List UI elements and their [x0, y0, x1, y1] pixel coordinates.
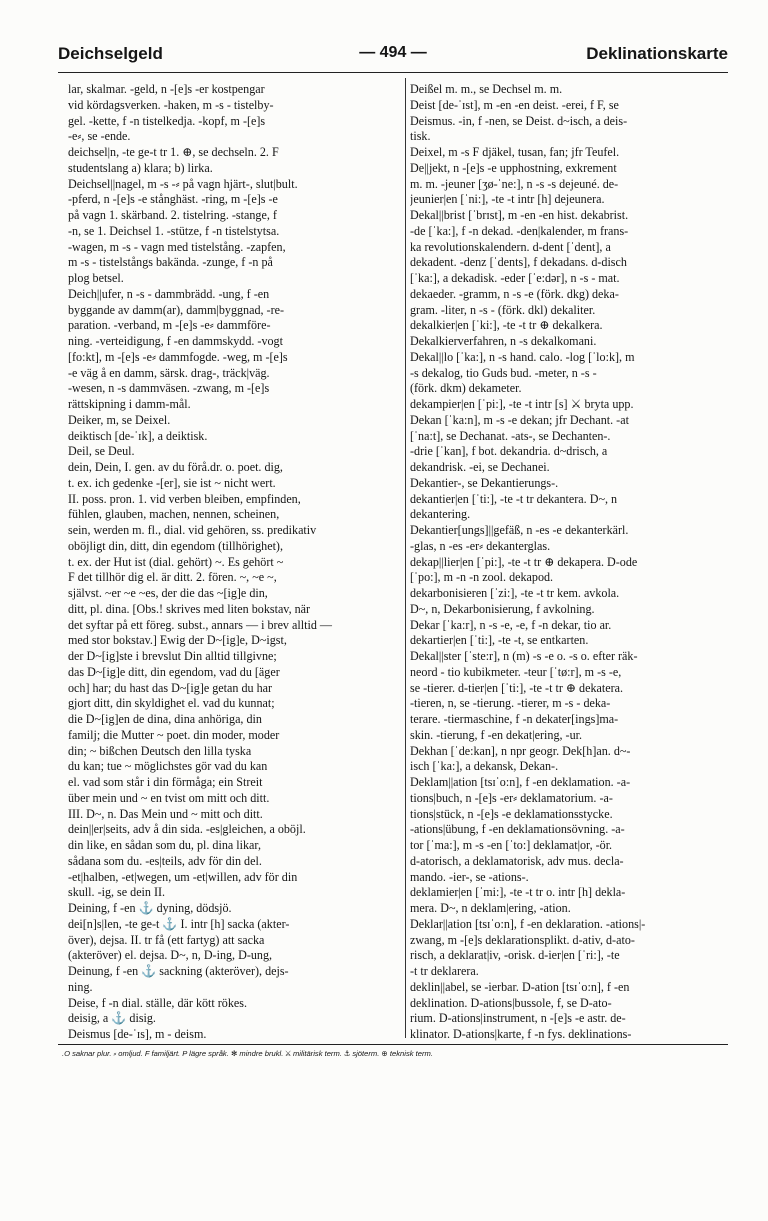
text-line: studentslang a) klara; b) lirka. — [68, 160, 213, 175]
left-column — [68, 82, 400, 1043]
text-line: familj; die Mutter ~ poet. din moder, moder — [68, 727, 280, 742]
text-line: ning. -verteidigung, f -en dammskydd. -vogt — [68, 334, 283, 348]
text-line: sein, werden m. fl., dial. vid gehören, ss. predikativ — [68, 523, 317, 537]
text-line: rium. D-ations|instrument, n -[e]s -e astr. de- — [410, 1011, 626, 1026]
text-line: deisig, a ⚓ disig. — [68, 1011, 156, 1026]
text-line: -e väg å en damm, särsk. drag-, träck|väg. — [68, 365, 270, 380]
text-line: -t tr deklarera. — [410, 964, 479, 978]
text-line: byggande av damm(ar), damm|byggnad, -re- — [68, 302, 284, 317]
text-line: dekadent. -denz [ˈdents], f dekadans. d-disch — [410, 255, 627, 270]
text-line: [ˈpo:], m -n -n zool. dekapod. — [410, 570, 554, 585]
text-line: -s dekalog, tio Guds bud. -meter, n -s - — [410, 365, 597, 380]
text-line: -tieren, n, se -tierung. -tierer, m -s - deka- — [410, 696, 611, 711]
text-line: [fo:kt], m -[e]s -e⸗ dammfogde. -weg, m -[e]s — [68, 349, 288, 364]
text-line: isch [ˈka:], a dekansk, Dekan-. — [410, 759, 559, 774]
text-line: III. D~, n. Das Mein und ~ mitt och ditt. — [68, 806, 263, 821]
text-line: De||jekt, n -[e]s -e upphostning, exkrement — [410, 160, 617, 175]
text-line: dekantering. — [410, 507, 471, 522]
text-line: gel. -kette, f -n tistelkedja. -kopf, m -[e]s — [68, 113, 266, 128]
text-line: dekampier|en [ˈpi:], -te -t intr [s] ⚔ bryta upp. — [410, 397, 634, 411]
text-line: el. vad som står i din förmåga; ein Streit — [68, 775, 263, 789]
header-left-guideword: Deichselgeld — [58, 44, 163, 63]
text-line: Deise, f -n dial. ställe, där kött rökes. — [68, 995, 248, 1010]
text-line: plog betsel. — [68, 271, 124, 285]
text-line: -ations|übung, f -en deklamationsövning. -a- — [410, 822, 625, 837]
text-line: m. m. -jeuner [ʒø-ˈne:], n -s -s dejeuné. de- — [410, 176, 619, 191]
text-line: -drie [ˈkan], f bot. dekandria. d~drisch, a — [410, 444, 608, 459]
text-line: dein, Dein, I. gen. av du förå.dr. o. poet. dig, — [68, 460, 283, 474]
text-line: skull. -ig, se dein II. — [68, 885, 166, 900]
text-line: D~, n, Dekarbonisierung, f avkolning. — [410, 601, 595, 616]
text-line: Dekal||ster [ˈste:r], n (m) -s -e o. -s o. efter räk- — [410, 649, 638, 663]
text-line: t. ex. der Hut ist (dial. gehört) ~. Es gehört ~ — [68, 554, 284, 569]
text-line: -pferd, n -[e]s -e stånghäst. -ring, m -[e]s -e — [68, 192, 278, 207]
text-line: mando. -ier-, se -ations-. — [410, 869, 529, 884]
text-line: rättskipning i damm-mål. — [68, 397, 191, 411]
text-line: ditt, pl. dina. [Obs.! skrives med liten bokstav, när — [68, 601, 311, 616]
text-line: Deinung, f -en ⚓ sackning (akteröver), dejs- — [68, 964, 289, 978]
page-number: — 494 — — [359, 44, 427, 61]
text-line: Deich||ufer, n -s - dammbrädd. -ung, f -en — [68, 286, 270, 301]
text-line: Deixel, m -s F djäkel, tusan, fan; jfr Teufel. — [410, 145, 620, 159]
text-line: Dekal||brist [ˈbrɪst], m -en -en hist. dekabrist. — [410, 208, 629, 222]
text-line: dein||er|seits, adv å din sida. -es|gleichen, a oböjl. — [68, 822, 306, 837]
text-line: Deklar||ation [tsɪˈo:n], f -en deklaration. -ations|- — [410, 916, 646, 931]
text-line: självst. ~er ~e ~es, der die das ~[ig]e din, — [68, 586, 268, 600]
text-line: gjort ditt, din skyldighet el. vad du kunnat; — [68, 696, 275, 711]
text-line: -wesen, n -s dammväsen. -zwang, m -[e]s — [68, 381, 270, 396]
text-line: Dekhan [ˈde:kan], n npr geogr. Dek[h]an. d~- — [410, 743, 631, 758]
text-line: Deismus. -in, f -nen, se Deist. d~isch, a deis- — [410, 113, 628, 128]
text-line: Deil, se Deul. — [68, 444, 135, 459]
text-line: Deist [de-ˈɪst], m -en -en deist. -erei, f F, se — [410, 97, 619, 112]
text-line: se -tierer. d-tier|en [ˈti:], -te -t tr ⊕ dekatera. — [410, 680, 624, 695]
page-header — [58, 44, 728, 74]
text-line: du kan; tue ~ möglichstes gör vad du kan — [68, 759, 268, 774]
text-line: risch, a deklarat|iv, -orisk. d-ier|en [ˈri:], -te — [410, 948, 620, 963]
text-line: Dekalkierverfahren, n -s dekalkomani. — [410, 334, 597, 348]
header-rule — [58, 72, 728, 73]
text-line: Dekal||lo [ˈka:], n -s hand. calo. -log [ˈlo:k], m — [410, 349, 635, 364]
text-line: ning. — [68, 979, 93, 994]
text-line: din; ~ bißchen Deutsch den lilla tyska — [68, 743, 252, 758]
text-line: på vagn 1. skärband. 2. tistelring. -stange, f — [68, 208, 277, 222]
text-line: dei[n]s|len, -te ge-t ⚓ I. intr [h] sacka (akter- — [68, 916, 290, 931]
text-line: Deining, f -en ⚓ dyning, dödsjö. — [68, 901, 232, 915]
text-line: Dekan [ˈka:n], m -s -e dekan; jfr Dechant. -at — [410, 412, 629, 427]
text-line: -et|halben, -et|wegen, um -et|willen, adv för din — [68, 869, 298, 884]
text-line: tions|stück, n -[e]s -e deklamationsstycke. — [410, 806, 613, 821]
text-line: terare. -tiermaschine, f -n dekater[ings]ma- — [410, 712, 619, 726]
text-line: Deismus [de-ˈɪs], m - deism. — [68, 1027, 207, 1041]
text-line: mera. D~, n deklam|ering, -ation. — [410, 901, 571, 915]
text-line: tions|buch, n -[e]s -er⸗ deklamatorium. -a- — [410, 790, 613, 805]
right-column — [410, 82, 732, 1043]
text-line: das D~[ig]e ditt, din egendom, vad du [äger — [68, 664, 280, 679]
text-line: det syftar på ett föreg. subst., annars — i brev alltid — — [68, 617, 332, 632]
text-line: über mein und ~ en tvist om mitt och ditt. — [68, 790, 270, 805]
text-line: (akteröver) el. dejsa. D~, n, D-ing, D-ung, — [68, 948, 273, 963]
text-line: tisk. — [410, 129, 431, 144]
text-line: -glas, n -es -er⸗ dekanterglas. — [410, 538, 551, 553]
text-line: sådana som du. -es|teils, adv för din del. — [68, 853, 262, 868]
text-line: dekandrisk. -ei, se Dechanei. — [410, 460, 550, 474]
header-right-guideword: Deklinationskarte — [586, 44, 728, 63]
text-line: paration. -verband, m -[e]s -e⸗ dammföre- — [68, 318, 271, 333]
text-line: lar, skalmar. -geld, n -[e]s -er kostpengar — [68, 82, 265, 96]
text-line: deiktisch [de-ˈɪk], a deiktisk. — [68, 428, 208, 443]
text-line: t. ex. ich gedenke -[er], sie ist ~ nicht wert. — [68, 475, 276, 490]
text-line: -de [ˈka:], f -n dekad. -den|kalender, m frans- — [410, 223, 629, 238]
text-line: [ˈna:t], se Dechanat. -ats-, se Dechanten-. — [410, 428, 611, 443]
text-line: deklin||abel, se -ierbar. D-ation [tsɪˈo:n], f -en — [410, 979, 630, 994]
text-line: (förk. dkm) dekameter. — [410, 381, 522, 396]
text-line: Deklam||ation [tsɪˈo:n], f -en deklamation. -a- — [410, 775, 631, 789]
text-line: klinator. D-ations|karte, f -n fys. deklinations- — [410, 1027, 632, 1041]
text-line: dekaeder. -gramm, n -s -e (förk. dkg) deka- — [410, 286, 619, 301]
text-line: skin. -tierung, f -en dekat|ering, -ur. — [410, 727, 583, 742]
text-line: oböjligt din, ditt, din egendom (tillhörighet), — [68, 538, 283, 553]
text-line: och] har; du hast das D~[ig]e getan du har — [68, 680, 273, 695]
text-line: die D~[ig]en de dina, dina anhöriga, din — [68, 712, 262, 726]
text-line: över), dejsa. II. tr få (ett fartyg) att sacka — [68, 932, 265, 947]
text-line: med stor bokstav.] Ewig der D~[ig]e, D~igst, — [68, 633, 287, 648]
text-line: deichsel|n, -te ge-t tr 1. ⊕, se dechseln. 2. F — [68, 145, 279, 159]
text-line: dekantier|en [ˈti:], -te -t tr dekantera. D~, n — [410, 491, 618, 506]
text-line: dekap||lier|en [ˈpi:], -te -t tr ⊕ dekapera. D-ode — [410, 554, 638, 569]
text-line: II. poss. pron. 1. vid verben bleiben, empfinden, — [68, 491, 301, 506]
text-line: -e⸗, se -ende. — [68, 129, 131, 144]
text-line: ka revolutionskalendern. d-dent [ˈdent], a — [410, 239, 611, 254]
text-line: Dekantier-, se Dekantierungs-. — [410, 475, 559, 490]
text-line: -wagen, m -s - vagn med tistelstång. -zapfen, — [68, 239, 286, 254]
text-line: dekalkier|en [ˈki:], -te -t tr ⊕ dekalkera. — [410, 318, 603, 333]
footer-rule — [58, 1044, 728, 1045]
text-line: d-atorisch, a deklamatorisk, adv mus. decla- — [410, 853, 624, 868]
text-line: deklamier|en [ˈmi:], -te -t tr o. intr [h] dekla- — [410, 885, 626, 900]
text-line: deklination. D-ations|bussole, f, se D-ato- — [410, 995, 612, 1010]
text-line: dekartier|en [ˈti:], -te -t, se entkarten. — [410, 633, 589, 648]
text-line: Deichsel||nagel, m -s -⸗ på vagn hjärt-, slut|bult. — [68, 176, 298, 191]
text-line: zwang, m -[e]s deklarationsplikt. d-ativ, d-ato- — [410, 932, 635, 947]
text-line: din like, en sådan som du, pl. dina likar, — [68, 838, 261, 852]
text-line: der D~[ig]ste i brevslut Din alltid tillgivne; — [68, 649, 277, 663]
text-line: Dekar [ˈka:r], n -s -e, -e, f -n dekar, tio ar. — [410, 617, 612, 632]
text-line: -n, se 1. Deichsel 1. -stütze, f -n tistelstytsa. — [68, 223, 280, 238]
text-line: dekarbonisieren [ˈzi:], -te -t tr kem. avkola. — [410, 586, 620, 600]
text-line: [ˈka:], a dekadisk. -eder [ˈe:dər], n -s - mat. — [410, 271, 620, 285]
text-line: tor [ˈma:], m -s -en [ˈto:] deklamat|or, -ör. — [410, 838, 613, 852]
text-line: gram. -liter, n -s - (förk. dkl) dekaliter. — [410, 302, 596, 317]
text-line: fühlen, glauben, machen, nennen, scheinen, — [68, 507, 280, 522]
column-divider — [405, 78, 406, 1038]
text-line: vid kördagsverken. -haken, m -s - tistelby- — [68, 97, 274, 112]
text-line: Dekantier[ungs]||gefäß, n -es -e dekanterkärl. — [410, 523, 629, 537]
text-line: Deiker, m, se Deixel. — [68, 412, 171, 427]
text-line: m -s - tistelstångs bakända. -zunge, f -n på — [68, 255, 273, 270]
text-line: neord - tio kubikmeter. -teur [ˈtø:r], m -s -e, — [410, 664, 622, 679]
text-line: Deißel m. m., se Dechsel m. m. — [410, 82, 563, 96]
text-line: F det tillhör dig el. är ditt. 2. fören. ~, ~e ~, — [68, 570, 277, 585]
abbreviation-legend: .O saknar plur. ⸗ omljud. F familjärt. P lägre språk. ✻ mindre brukl. ⚔ militärisk term. ⚓ sjöterm. ⊕ teknisk term. — [62, 1049, 433, 1058]
text-line: jeunier|en [ˈni:], -te -t intr [h] dejeunera. — [410, 192, 605, 207]
